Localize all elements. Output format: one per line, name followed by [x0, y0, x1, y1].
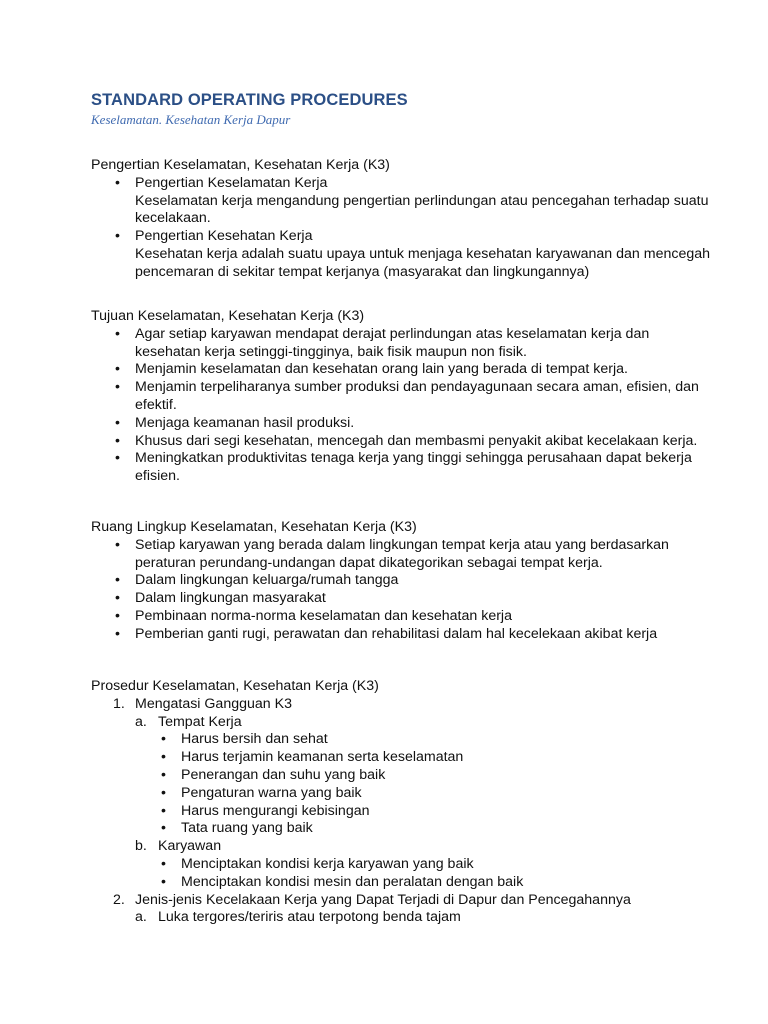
document-subtitle: Keselamatan. Kesehatan Kerja Dapur: [91, 112, 291, 127]
list-item: • Menciptakan kondisi mesin dan peralatan dengan baik: [91, 874, 711, 892]
section-heading: Pengertian Keselamatan, Kesehatan Kerja (K3): [91, 157, 390, 173]
list-item: [91, 714, 711, 732]
section-tujuan: [91, 308, 711, 486]
list-item: • Harus bersih dan sehat: [91, 731, 711, 749]
list-item: • Menjamin terpeliharanya sumber produksi dan pendayagunaan secara aman, efisien, dan efektif.: [91, 379, 711, 415]
list-item-body: Kesehatan kerja adalah suatu upaya untuk menjaga kesehatan karyawanan dan mencegah pencemaran di sekitar tempat kerjanya (masyarakat dan lingkungannya): [135, 245, 711, 280]
list-item: • Harus mengurangi kebisingan: [91, 803, 711, 821]
list-item: • Pengaturan warna yang baik: [91, 785, 711, 803]
lettered-list: [91, 838, 711, 856]
list-item: • Pemberian ganti rugi, perawatan dan rehabilitasi dalam hal kecelekaan akibat kerja: [91, 626, 711, 644]
bullet-list: [91, 856, 711, 892]
list-item: • Menjaga keamanan hasil produksi.: [91, 415, 711, 433]
list-item: • Menjamin keselamatan dan kesehatan orang lain yang berada di tempat kerja.: [91, 361, 711, 379]
numbered-list: [91, 892, 711, 910]
section-prosedur: [91, 678, 711, 927]
list-letter: a.: [135, 713, 147, 730]
list-item: • Menciptakan kondisi kerja karyawan yang baik: [91, 856, 711, 874]
list-item: [91, 909, 711, 927]
list-letter: b.: [135, 838, 147, 855]
list-item: • Setiap karyawan yang berada dalam lingkungan tempat kerja atau yang berdasarkan peraturan perundang-undangan dapat dikategorikan sebagai tempat kerja.: [91, 537, 711, 573]
lettered-list: [91, 909, 711, 927]
bullet-list: [91, 537, 711, 644]
list-item: • Dalam lingkungan masyarakat: [91, 590, 711, 608]
section-ruang-lingkup: [91, 519, 711, 644]
bullet-list: [91, 175, 711, 282]
list-item: • Meningkatkan produktivitas tenaga kerja yang tinggi sehingga perusahaan dapat bekerja efisien.: [91, 450, 711, 486]
list-item: [91, 892, 711, 910]
list-item-body: Keselamatan kerja mengandung pengertian perlindungan atau pencegahan terhadap suatu kecelakaan.: [135, 192, 709, 227]
section-heading: Ruang Lingkup Keselamatan, Kesehatan Kerja (K3): [91, 519, 417, 535]
list-item: • Harus terjamin keamanan serta keselamatan: [91, 749, 711, 767]
list-item-title: Jenis-jenis Kecelakaan Kerja yang Dapat Terjadi di Dapur dan Pencegahannya: [135, 891, 631, 908]
list-item-title: Karyawan: [158, 838, 222, 855]
list-item-title: Tempat Kerja: [158, 713, 242, 730]
list-item-title: • Pengertian Kesehatan Kerja: [135, 228, 313, 245]
section-pengertian: [91, 157, 711, 282]
document-title: STANDARD OPERATING PROCEDURES: [91, 91, 408, 109]
list-item: [91, 696, 711, 714]
list-item: • Khusus dari segi kesehatan, mencegah dan membasmi penyakit akibat kecelakaan kerja.: [91, 433, 711, 451]
list-item-title: • Pengertian Keselamatan Kerja: [135, 174, 328, 191]
list-item: [91, 175, 711, 228]
list-item: • Penerangan dan suhu yang baik: [91, 767, 711, 785]
list-item-title: Mengatasi Gangguan K3: [135, 695, 292, 712]
list-letter: a.: [135, 909, 147, 926]
numbered-list: [91, 696, 711, 714]
section-heading: Prosedur Keselamatan, Kesehatan Kerja (K3): [91, 678, 379, 694]
bullet-list: [91, 731, 711, 838]
list-number: 1.: [113, 695, 125, 712]
bullet-list: [91, 326, 711, 486]
section-heading: Tujuan Keselamatan, Kesehatan Kerja (K3): [91, 308, 365, 324]
lettered-list: [91, 714, 711, 732]
list-item: [91, 838, 711, 856]
list-item: • Agar setiap karyawan mendapat derajat perlindungan atas keselamatan kerja dan kesehatan kerja setinggi-tingginya, baik fisik maupun non fisik.: [91, 326, 711, 362]
list-item: • Pembinaan norma-norma keselamatan dan kesehatan kerja: [91, 608, 711, 626]
list-item: • Tata ruang yang baik: [91, 820, 711, 838]
list-item-title: Luka tergores/teriris atau terpotong benda tajam: [158, 909, 461, 926]
list-item: • Dalam lingkungan keluarga/rumah tangga: [91, 572, 711, 590]
list-number: 2.: [113, 891, 125, 908]
list-item: [91, 228, 711, 281]
